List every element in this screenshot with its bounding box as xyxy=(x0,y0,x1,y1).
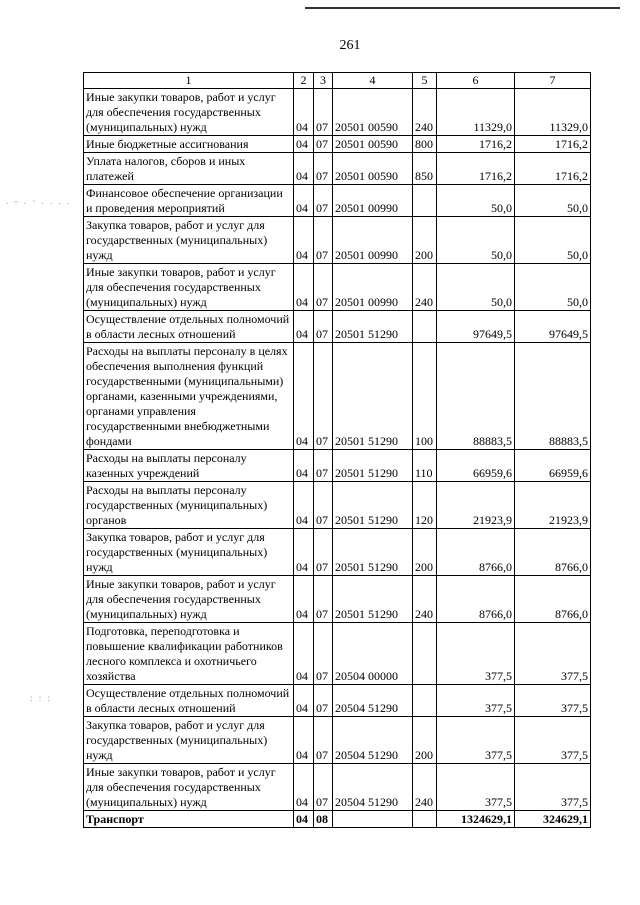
row-name-cell: Расходы на выплаты персоналу казенных учреждений xyxy=(84,450,294,482)
section-code-cell: 04 xyxy=(294,685,314,717)
budget-table xyxy=(83,72,591,828)
scan-noise: . - . · . . . . xyxy=(6,196,72,206)
target-article-cell: 20501 51290 xyxy=(333,529,413,576)
section-code-cell: 04 xyxy=(294,136,314,153)
table-row xyxy=(84,764,591,811)
target-article-cell: 20501 00990 xyxy=(333,185,413,217)
target-article-cell: 20504 00000 xyxy=(333,623,413,685)
column-header: 4 xyxy=(333,73,413,89)
row-name-cell: Иные закупки товаров, работ и услуг для обеспечения государственных (муниципальных) нужд xyxy=(84,576,294,623)
amount-cell: 324629,1 xyxy=(515,811,591,828)
section-code-cell: 04 xyxy=(294,576,314,623)
subsection-code-cell: 07 xyxy=(314,764,333,811)
table-row xyxy=(84,717,591,764)
expense-type-cell xyxy=(413,185,437,217)
expense-type-cell: 100 xyxy=(413,343,437,450)
target-article-cell xyxy=(333,811,413,828)
section-code-cell: 04 xyxy=(294,623,314,685)
row-name-cell: Закупка товаров, работ и услуг для государственных (муниципальных) нужд xyxy=(84,529,294,576)
target-article-cell: 20501 51290 xyxy=(333,450,413,482)
amount-cell: 66959,6 xyxy=(515,450,591,482)
amount-cell: 1716,2 xyxy=(437,136,515,153)
section-code-cell: 04 xyxy=(294,482,314,529)
row-name-cell: Иные бюджетные ассигнования xyxy=(84,136,294,153)
amount-cell: 97649,5 xyxy=(437,311,515,343)
target-article-cell: 20501 00590 xyxy=(333,89,413,136)
amount-cell: 50,0 xyxy=(515,217,591,264)
target-article-cell: 20501 51290 xyxy=(333,576,413,623)
table-row xyxy=(84,153,591,185)
row-name-cell: Закупка товаров, работ и услуг для государственных (муниципальных) нужд xyxy=(84,217,294,264)
section-code-cell: 04 xyxy=(294,311,314,343)
top-rule xyxy=(305,7,620,9)
expense-type-cell xyxy=(413,685,437,717)
target-article-cell: 20501 00990 xyxy=(333,264,413,311)
amount-cell: 8766,0 xyxy=(437,529,515,576)
expense-type-cell xyxy=(413,311,437,343)
amount-cell: 377,5 xyxy=(515,623,591,685)
subsection-code-cell: 07 xyxy=(314,185,333,217)
amount-cell: 8766,0 xyxy=(515,576,591,623)
table-row xyxy=(84,343,591,450)
subsection-code-cell: 07 xyxy=(314,623,333,685)
column-header: 7 xyxy=(515,73,591,89)
amount-cell: 97649,5 xyxy=(515,311,591,343)
amount-cell: 377,5 xyxy=(515,717,591,764)
amount-cell: 377,5 xyxy=(437,685,515,717)
section-code-cell: 04 xyxy=(294,529,314,576)
table-row xyxy=(84,623,591,685)
target-article-cell: 20501 51290 xyxy=(333,343,413,450)
expense-type-cell: 240 xyxy=(413,264,437,311)
row-name-cell: Осуществление отдельных полномочий в области лесных отношений xyxy=(84,685,294,717)
row-name-cell: Иные закупки товаров, работ и услуг для обеспечения государственных (муниципальных) нужд xyxy=(84,264,294,311)
header-row xyxy=(84,73,591,89)
subsection-code-cell: 07 xyxy=(314,482,333,529)
target-article-cell: 20501 51290 xyxy=(333,311,413,343)
row-name-cell: Расходы на выплаты персоналу в целях обеспечения выполнения функций государственными (муниципальными) органами, казенными учреждениями, органами управления государственными внебюджетными фондами xyxy=(84,343,294,450)
subsection-code-cell: 07 xyxy=(314,576,333,623)
scan-noise: : : : xyxy=(30,693,53,703)
section-code-cell: 04 xyxy=(294,811,314,828)
row-name-cell: Подготовка, переподготовка и повышение квалификации работников лесного комплекса и охотничьего хозяйства xyxy=(84,623,294,685)
subsection-code-cell: 07 xyxy=(314,529,333,576)
column-header: 2 xyxy=(294,73,314,89)
row-name-cell: Иные закупки товаров, работ и услуг для обеспечения государственных (муниципальных) нужд xyxy=(84,764,294,811)
section-code-cell: 04 xyxy=(294,89,314,136)
amount-cell: 11329,0 xyxy=(437,89,515,136)
target-article-cell: 20501 00990 xyxy=(333,217,413,264)
section-code-cell: 04 xyxy=(294,264,314,311)
row-name-cell: Транспорт xyxy=(84,811,294,828)
table-row xyxy=(84,450,591,482)
expense-type-cell xyxy=(413,811,437,828)
target-article-cell: 20501 51290 xyxy=(333,482,413,529)
subsection-code-cell: 08 xyxy=(314,811,333,828)
amount-cell: 50,0 xyxy=(515,264,591,311)
expense-type-cell: 800 xyxy=(413,136,437,153)
section-code-cell: 04 xyxy=(294,217,314,264)
amount-cell: 377,5 xyxy=(515,764,591,811)
amount-cell: 21923,9 xyxy=(515,482,591,529)
amount-cell: 1716,2 xyxy=(515,136,591,153)
section-code-cell: 04 xyxy=(294,343,314,450)
amount-cell: 8766,0 xyxy=(515,529,591,576)
amount-cell: 50,0 xyxy=(437,217,515,264)
amount-cell: 377,5 xyxy=(515,685,591,717)
table-row xyxy=(84,136,591,153)
row-name-cell: Финансовое обеспечение организации и проведения мероприятий xyxy=(84,185,294,217)
amount-cell: 88883,5 xyxy=(515,343,591,450)
amount-cell: 50,0 xyxy=(515,185,591,217)
amount-cell: 1716,2 xyxy=(437,153,515,185)
amount-cell: 66959,6 xyxy=(437,450,515,482)
table-row xyxy=(84,685,591,717)
row-name-cell: Расходы на выплаты персоналу государственных (муниципальных) органов xyxy=(84,482,294,529)
expense-type-cell: 850 xyxy=(413,153,437,185)
total-row xyxy=(84,811,591,828)
amount-cell: 377,5 xyxy=(437,717,515,764)
table-row xyxy=(84,217,591,264)
table-row xyxy=(84,185,591,217)
expense-type-cell: 240 xyxy=(413,764,437,811)
subsection-code-cell: 07 xyxy=(314,450,333,482)
subsection-code-cell: 07 xyxy=(314,264,333,311)
amount-cell: 50,0 xyxy=(437,264,515,311)
expense-type-cell: 200 xyxy=(413,717,437,764)
subsection-code-cell: 07 xyxy=(314,311,333,343)
subsection-code-cell: 07 xyxy=(314,685,333,717)
section-code-cell: 04 xyxy=(294,764,314,811)
subsection-code-cell: 07 xyxy=(314,217,333,264)
expense-type-cell: 240 xyxy=(413,89,437,136)
expense-type-cell xyxy=(413,623,437,685)
amount-cell: 1716,2 xyxy=(515,153,591,185)
table-row xyxy=(84,311,591,343)
row-name-cell: Закупка товаров, работ и услуг для государственных (муниципальных) нужд xyxy=(84,717,294,764)
table-row xyxy=(84,576,591,623)
column-header: 6 xyxy=(437,73,515,89)
subsection-code-cell: 07 xyxy=(314,343,333,450)
section-code-cell: 04 xyxy=(294,717,314,764)
amount-cell: 50,0 xyxy=(437,185,515,217)
row-name-cell: Осуществление отдельных полномочий в области лесных отношений xyxy=(84,311,294,343)
expense-type-cell: 200 xyxy=(413,217,437,264)
amount-cell: 1324629,1 xyxy=(437,811,515,828)
section-code-cell: 04 xyxy=(294,153,314,185)
row-name-cell: Уплата налогов, сборов и иных платежей xyxy=(84,153,294,185)
subsection-code-cell: 07 xyxy=(314,89,333,136)
amount-cell: 377,5 xyxy=(437,623,515,685)
target-article-cell: 20504 51290 xyxy=(333,764,413,811)
target-article-cell: 20501 00590 xyxy=(333,136,413,153)
section-code-cell: 04 xyxy=(294,185,314,217)
column-header: 1 xyxy=(84,73,294,89)
target-article-cell: 20501 00590 xyxy=(333,153,413,185)
column-header: 5 xyxy=(413,73,437,89)
amount-cell: 21923,9 xyxy=(437,482,515,529)
amount-cell: 377,5 xyxy=(437,764,515,811)
subsection-code-cell: 07 xyxy=(314,136,333,153)
column-header: 3 xyxy=(314,73,333,89)
table-row xyxy=(84,482,591,529)
row-name-cell: Иные закупки товаров, работ и услуг для обеспечения государственных (муниципальных) нужд xyxy=(84,89,294,136)
table-row xyxy=(84,89,591,136)
expense-type-cell: 110 xyxy=(413,450,437,482)
amount-cell: 11329,0 xyxy=(515,89,591,136)
table-row xyxy=(84,264,591,311)
page-number: 261 xyxy=(339,38,361,53)
target-article-cell: 20504 51290 xyxy=(333,685,413,717)
expense-type-cell: 200 xyxy=(413,529,437,576)
subsection-code-cell: 07 xyxy=(314,717,333,764)
target-article-cell: 20504 51290 xyxy=(333,717,413,764)
amount-cell: 88883,5 xyxy=(437,343,515,450)
expense-type-cell: 120 xyxy=(413,482,437,529)
amount-cell: 8766,0 xyxy=(437,576,515,623)
expense-type-cell: 240 xyxy=(413,576,437,623)
subsection-code-cell: 07 xyxy=(314,153,333,185)
section-code-cell: 04 xyxy=(294,450,314,482)
table-row xyxy=(84,529,591,576)
